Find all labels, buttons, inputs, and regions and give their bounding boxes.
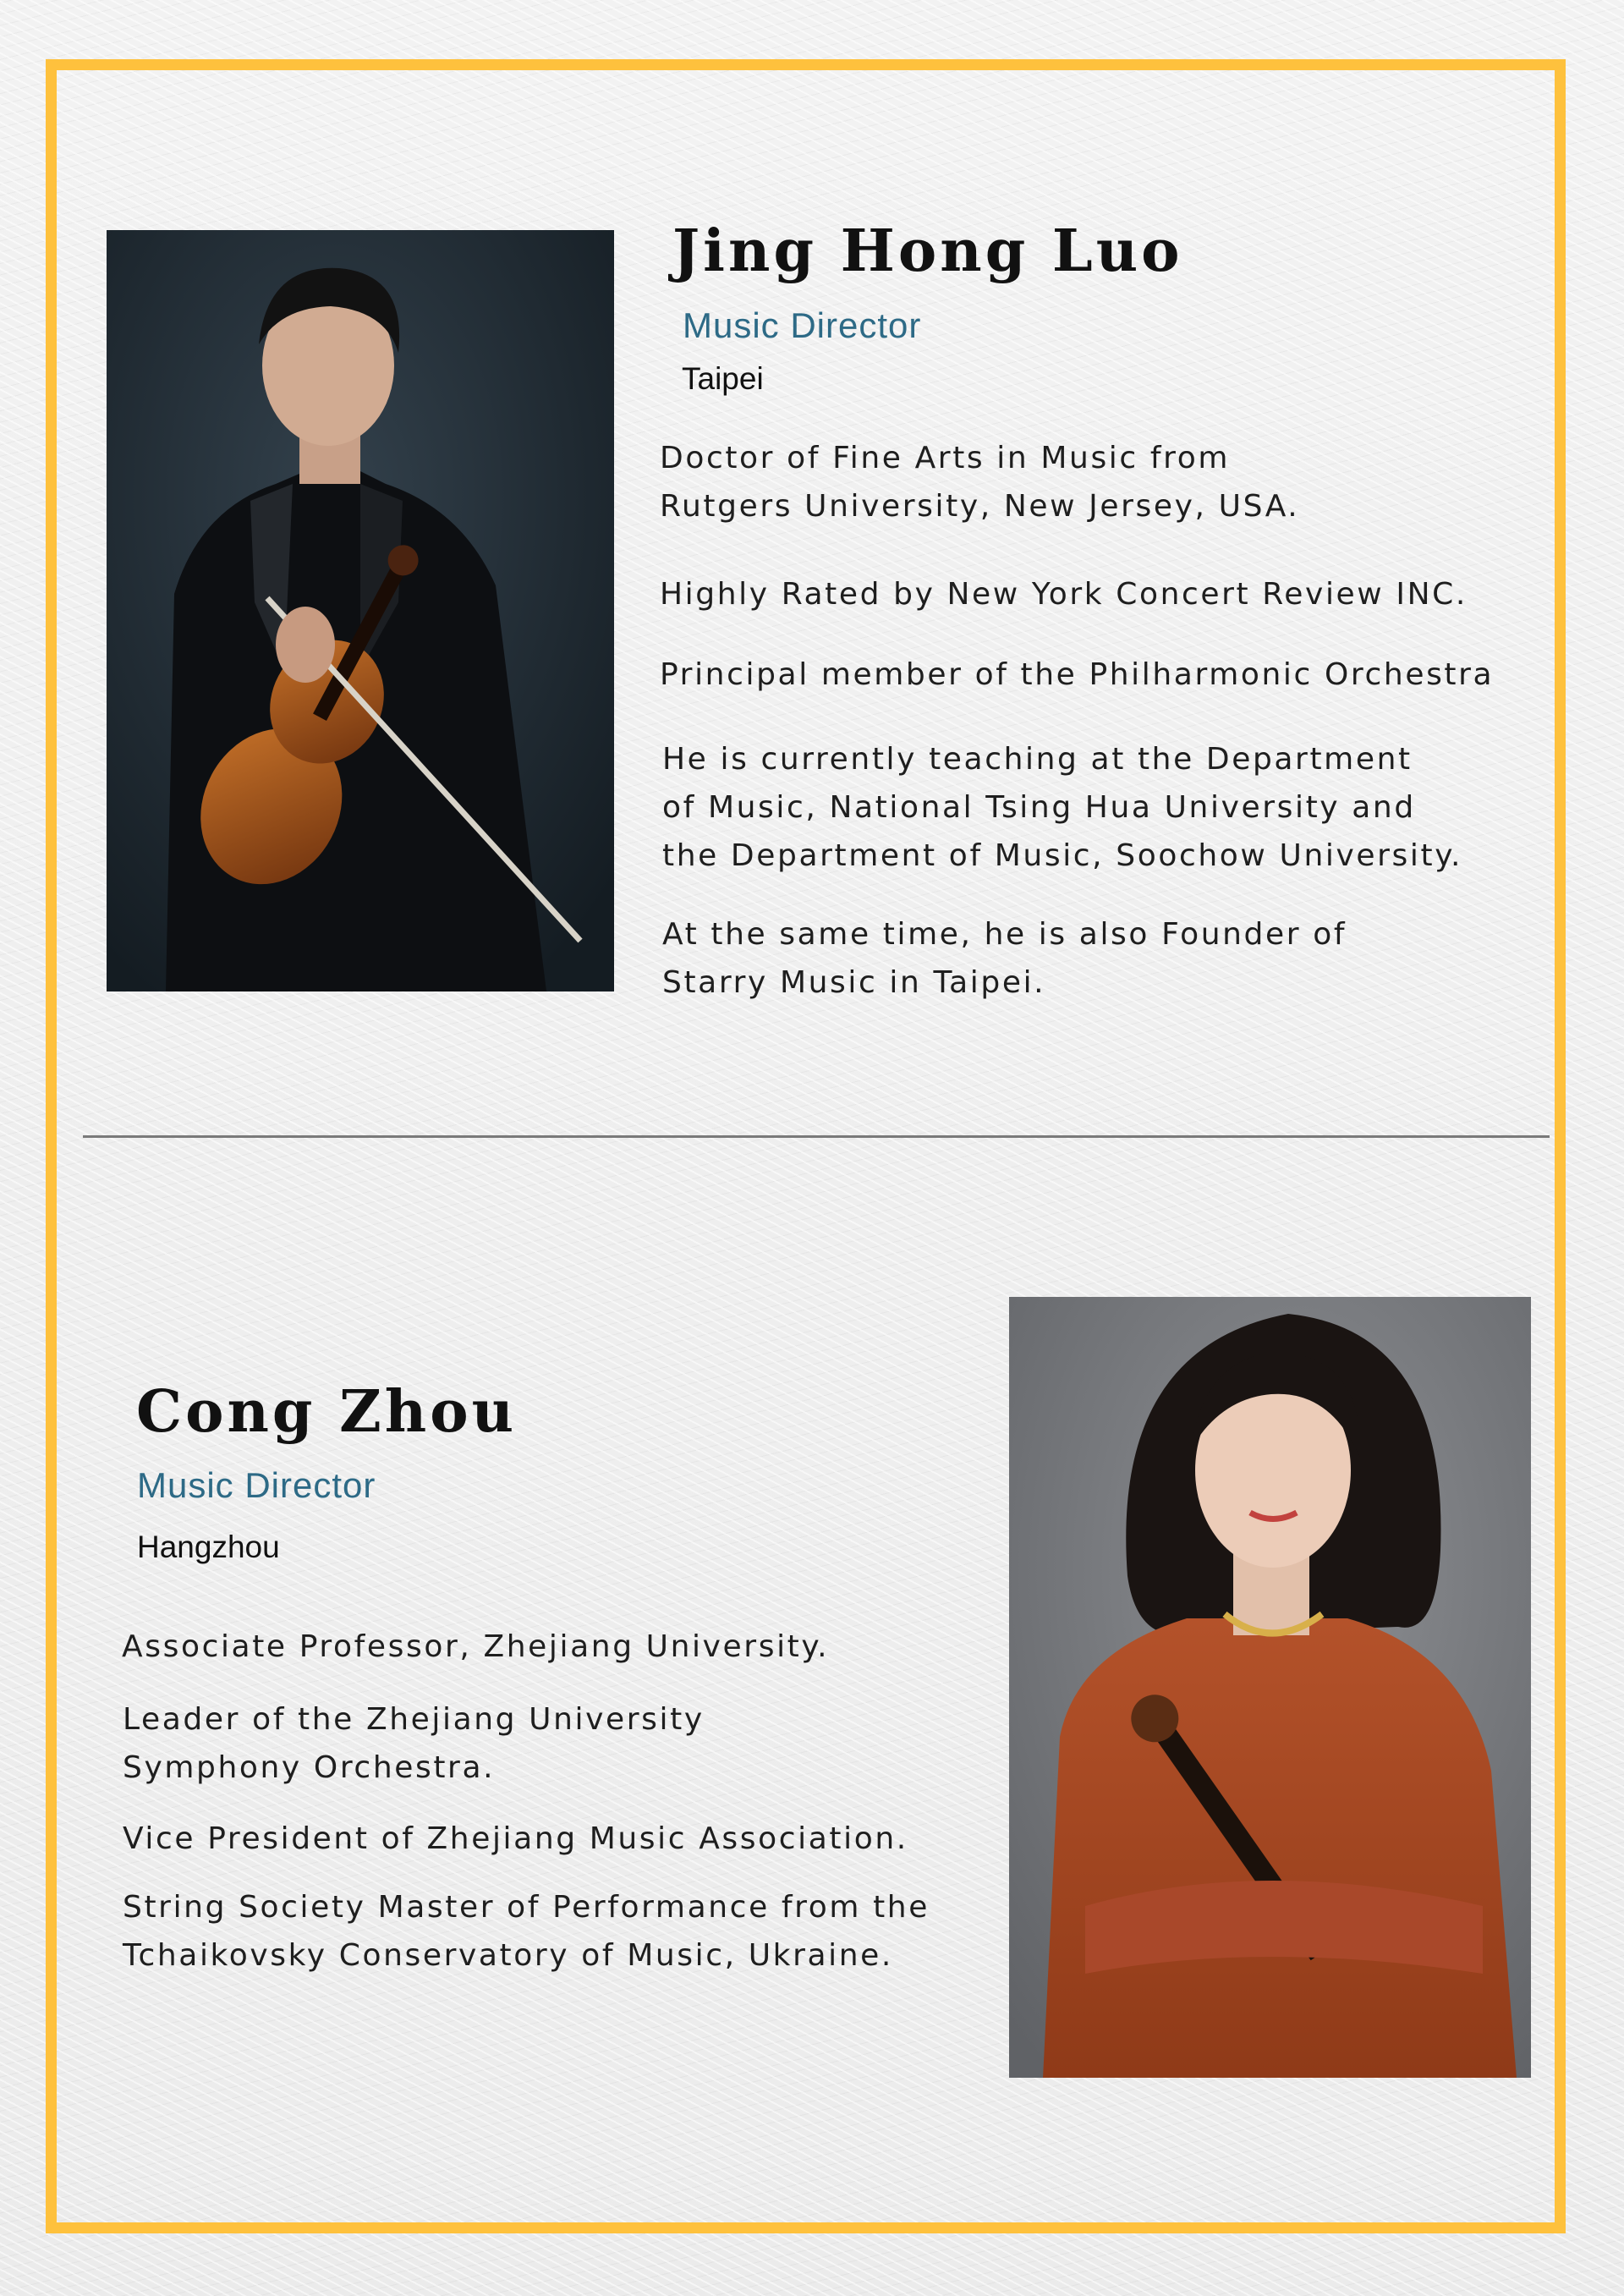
profile-city: Hangzhou: [137, 1530, 280, 1564]
profile-photo-cong-zhou: [1009, 1297, 1531, 2078]
bio-paragraph: He is currently teaching at the Department of Music, National Tsing Hua University and the Department of Music, Soochow University.: [662, 742, 1463, 873]
profile-city: Taipei: [682, 361, 764, 396]
bio-paragraph: Highly Rated by New York Concert Review INC.: [660, 577, 1468, 612]
profile-photo-jing-hong-luo: [107, 230, 614, 991]
profile-name: Cong Zhou: [136, 1378, 518, 1446]
profile-role: Music Director: [137, 1465, 376, 1505]
section-divider: [83, 1135, 1550, 1138]
bio-paragraph: Doctor of Fine Arts in Music from Rutgers University, New Jersey, USA.: [660, 441, 1300, 524]
bio-paragraph: Principal member of the Philharmonic Orchestra: [660, 657, 1495, 692]
bio-paragraph: String Society Master of Performance from the Tchaikovsky Conservatory of Music, Ukraine.: [123, 1890, 930, 1973]
bio-paragraph: At the same time, he is also Founder of Starry Music in Taipei.: [662, 917, 1347, 1000]
bio-paragraph: Vice President of Zhejiang Music Association.: [123, 1821, 908, 1856]
bio-paragraph: Leader of the Zhejiang University Symphony Orchestra.: [123, 1702, 705, 1785]
bio-paragraph: Associate Professor, Zhejiang University.: [122, 1629, 830, 1664]
profile-role: Music Director: [683, 305, 922, 345]
profile-name: Jing Hong Luo: [672, 217, 1183, 285]
